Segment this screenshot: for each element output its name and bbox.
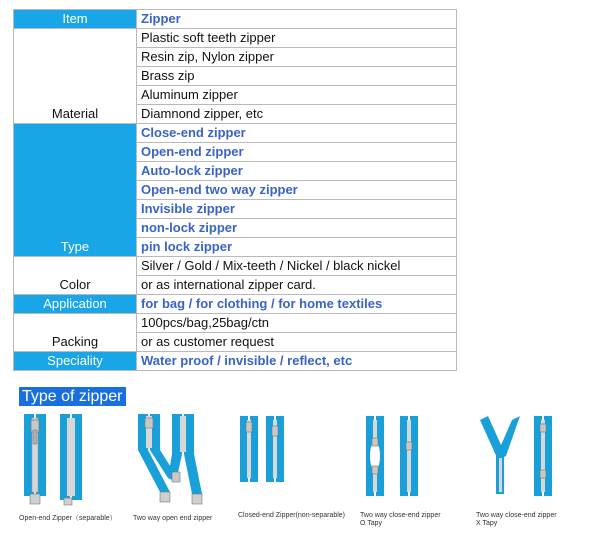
packing-value: or as customer request <box>137 333 457 352</box>
closed-end-zipper-icon <box>236 412 296 502</box>
two-way-open-end-zipper-icon <box>132 412 212 507</box>
zipper-caption: Closed-end Zipper(non-separable) <box>238 512 346 519</box>
material-value: Brass zip <box>137 67 457 86</box>
two-way-close-end-o-zipper-icon <box>364 412 424 504</box>
zipper-caption: Open-end Zipper（separable） <box>19 515 117 522</box>
item-label: Item <box>14 10 137 29</box>
type-label: Type <box>14 124 137 257</box>
two-way-close-end-x-zipper-icon <box>476 412 556 504</box>
material-value: Plastic soft teeth zipper <box>137 29 457 48</box>
application-label: Application <box>14 295 137 314</box>
speciality-label: Speciality <box>14 352 137 371</box>
spec-table <box>13 9 457 371</box>
item-value: Zipper <box>137 10 457 29</box>
zipper-caption: Two way close-end zipper <box>360 512 441 519</box>
zipper-caption: O Tapy <box>360 520 383 527</box>
open-end-zipper-icon <box>20 412 90 507</box>
color-value: or as international zipper card. <box>137 276 457 295</box>
material-value: Resin zip, Nylon zipper <box>137 48 457 67</box>
zipper-caption: Two way close-end zipper <box>476 512 557 519</box>
packing-label: Packing <box>14 314 137 352</box>
type-value: Open-end two way zipper <box>137 181 457 200</box>
type-of-zipper-title: Type of zipper <box>19 387 126 406</box>
speciality-value: Water proof / invisible / reflect, etc <box>137 352 457 371</box>
application-value: for bag / for clothing / for home textiles <box>137 295 457 314</box>
material-label: Material <box>14 29 137 124</box>
color-label: Color <box>14 257 137 295</box>
type-value: Close-end zipper <box>137 124 457 143</box>
type-value: pin lock zipper <box>137 238 457 257</box>
packing-value: 100pcs/bag,25bag/ctn <box>137 314 457 333</box>
material-value: Diamnond zipper, etc <box>137 105 457 124</box>
color-value: Silver / Gold / Mix-teeth / Nickel / black nickel <box>137 257 457 276</box>
type-value: Open-end zipper <box>137 143 457 162</box>
zipper-caption: Two way open end zipper <box>133 515 213 522</box>
type-value: Auto-lock zipper <box>137 162 457 181</box>
zipper-caption: X Tapy <box>476 520 498 527</box>
type-value: Invisible zipper <box>137 200 457 219</box>
material-value: Aluminum zipper <box>137 86 457 105</box>
type-value: non-lock zipper <box>137 219 457 238</box>
